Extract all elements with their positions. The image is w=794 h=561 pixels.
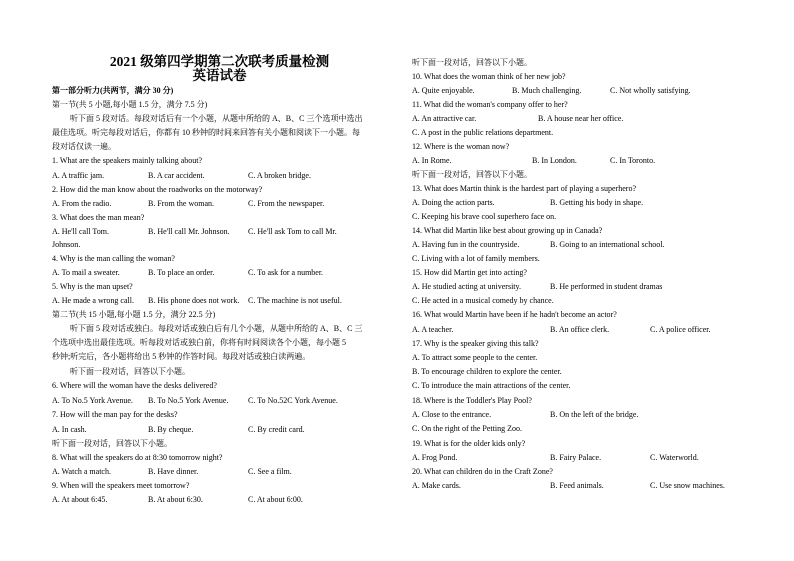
- option-a: A. In Rome.: [412, 156, 452, 165]
- option-b: B. Going to an international school.: [550, 240, 665, 249]
- option-c: C. Waterworld.: [650, 453, 699, 462]
- option-a: A. Watch a match.: [52, 467, 111, 476]
- option-a: A. Doing the action parts.: [412, 198, 495, 207]
- section1-instructions: 最佳选项。听完每段对话后，你都有 10 秒钟的时间来回答有关小题和阅读下一小题。每: [52, 128, 360, 137]
- option-b: B. An office clerk.: [550, 325, 610, 334]
- option-b: B. A house near her office.: [538, 114, 624, 123]
- listen-instruction: 听下面一段对话，回答以下小题。: [70, 367, 190, 376]
- option-c: C. In Toronto.: [610, 156, 656, 165]
- option-c: C. To introduce the main attractions of the center.: [412, 381, 571, 390]
- question-15: 15. How did Martin get into acting?: [412, 268, 527, 277]
- option-a: A. A traffic jam.: [52, 171, 105, 180]
- option-a: A. He made a wrong call.: [52, 296, 134, 305]
- question-16: 16. What would Martin have been if he hadn't become an actor?: [412, 310, 617, 319]
- exam-title: 2021 级第四学期第二次联考质量检测: [109, 54, 330, 69]
- option-a: A. In cash.: [52, 425, 87, 434]
- option-b: B. To encourage children to explore the center.: [412, 367, 562, 376]
- option-c: C. To ask for a number.: [248, 268, 324, 277]
- option-c: C. See a film.: [248, 467, 292, 476]
- option-b: B. Getting his body in shape.: [550, 198, 644, 207]
- section2-instructions: 秒钟;听完后，各小题将给出 5 秒钟的作答时间。每段对话或独白读两遍。: [52, 352, 311, 361]
- option-b: B. He'll call Mr. Johnson.: [148, 227, 230, 236]
- exam-subtitle: 英语试卷: [192, 68, 247, 83]
- option-b: B. He performed in student dramas: [550, 282, 663, 291]
- question-20: 20. What can children do in the Craft Zone?: [412, 467, 553, 476]
- option-a: A. Quite enjoyable.: [412, 86, 475, 95]
- option-c: C. A police officer.: [650, 325, 711, 334]
- option-b: B. Much challenging.: [512, 86, 582, 95]
- option-b: B. On the left of the bridge.: [550, 410, 639, 419]
- option-a: A. To No.5 York Avenue.: [52, 396, 133, 405]
- part-heading: 第一部分听力(共两节，满分 30 分): [52, 86, 174, 95]
- option-b: B. His phone does not work.: [148, 296, 240, 305]
- option-b: B. To No.5 York Avenue.: [148, 396, 229, 405]
- option-c: C. From the newspaper.: [248, 199, 325, 208]
- option-continued: Johnson.: [52, 240, 81, 249]
- option-c: C. At about 6:00.: [248, 495, 303, 504]
- question-11: 11. What did the woman's company offer to her?: [412, 100, 568, 109]
- question-14: 14. What did Martin like best about growing up in Canada?: [412, 226, 603, 235]
- option-c: C. A post in the public relations department.: [412, 128, 554, 137]
- section1-instructions: 听下面 5 段对话。每段对话后有一个小题，从题中所给的 A、B、C 三个选项中选出: [70, 114, 363, 123]
- question-10: 10. What does the woman think of her new job?: [412, 72, 566, 81]
- option-b: B. A car accident.: [148, 171, 205, 180]
- option-b: B. By cheque.: [148, 425, 194, 434]
- option-c: C. A broken bridge.: [248, 171, 311, 180]
- option-a: A. Close to the entrance.: [412, 410, 492, 419]
- question-3: 3. What does the man mean?: [52, 213, 145, 222]
- question-6: 6. Where will the woman have the desks delivered?: [52, 381, 217, 390]
- option-c: C. The machine is not useful.: [248, 296, 342, 305]
- option-b: B. Have dinner.: [148, 467, 199, 476]
- option-b: B. At about 6:30.: [148, 495, 203, 504]
- option-b: B. From the woman.: [148, 199, 214, 208]
- option-c: C. Keeping his brave cool superhero face on.: [412, 212, 557, 221]
- option-a: A. To mail a sweater.: [52, 268, 120, 277]
- listen-instruction: 听下面一段对话，回答以下小题。: [52, 439, 172, 448]
- option-c: C. Use snow machines.: [650, 481, 725, 490]
- option-a: A. A teacher.: [412, 325, 454, 334]
- option-a: A. To attract some people to the center.: [412, 353, 538, 362]
- listen-instruction: 听下面一段对话，回答以下小题。: [412, 170, 532, 179]
- question-9: 9. When will the speakers meet tomorrow?: [52, 481, 190, 490]
- question-2: 2. How did the man know about the roadworks on the motorway?: [52, 185, 263, 194]
- question-18: 18. Where is the Toddler's Play Pool?: [412, 396, 532, 405]
- question-12: 12. Where is the woman now?: [412, 142, 510, 151]
- option-b: B. To place an order.: [148, 268, 215, 277]
- option-c: C. Not wholly satisfying.: [610, 86, 691, 95]
- option-a: A. At about 6:45.: [52, 495, 108, 504]
- question-5: 5. Why is the man upset?: [52, 282, 133, 291]
- question-4: 4. Why is the man calling the woman?: [52, 254, 175, 263]
- question-13: 13. What does Martin think is the hardest part of playing a superhero?: [412, 184, 637, 193]
- option-a: A. From the radio.: [52, 199, 112, 208]
- option-b: B. In London.: [532, 156, 577, 165]
- question-7: 7. How will the man pay for the desks?: [52, 410, 178, 419]
- option-b: B. Fairy Palace.: [550, 453, 602, 462]
- option-a: A. An attractive car.: [412, 114, 477, 123]
- question-8: 8. What will the speakers do at 8:30 tomorrow night?: [52, 453, 223, 462]
- option-a: A. He'll call Tom.: [52, 227, 109, 236]
- question-17: 17. Why is the speaker giving this talk?: [412, 339, 539, 348]
- listen-instruction: 听下面一段对话，回答以下小题。: [412, 58, 532, 67]
- option-c: C. He'll ask Tom to call Mr.: [248, 227, 337, 236]
- question-1: 1. What are the speakers mainly talking about?: [52, 156, 203, 165]
- option-a: A. He studied acting at university.: [412, 282, 522, 291]
- option-c: C. By credit card.: [248, 425, 305, 434]
- section1-heading: 第一节(共 5 小题,每小题 1.5 分，满分 7.5 分): [52, 100, 208, 109]
- option-c: C. To No.52C York Avenue.: [248, 396, 338, 405]
- section2-instructions: 听下面 5 段对话或独白。每段对话或独白后有几个小题，从题中所给的 A、B、C 三: [70, 324, 363, 333]
- option-c: C. He acted in a musical comedy by chance.: [412, 296, 554, 305]
- section2-instructions: 个选项中选出最佳选项。听每段对话或独白前，你将有时间阅读各个小题，每小题 5: [52, 338, 346, 347]
- option-b: B. Feed animals.: [550, 481, 604, 490]
- question-19: 19. What is for the older kids only?: [412, 439, 526, 448]
- section2-heading: 第二节(共 15 小题,每小题 1.5 分，满分 22.5 分): [52, 310, 216, 319]
- option-c: C. On the right of the Petting Zoo.: [412, 424, 522, 433]
- option-a: A. Make cards.: [412, 481, 461, 490]
- option-a: A. Having fun in the countryside.: [412, 240, 520, 249]
- section1-instructions: 段对话仅读一遍。: [52, 142, 116, 151]
- option-c: C. Living with a lot of family members.: [412, 254, 540, 263]
- option-a: A. Frog Pond.: [412, 453, 458, 462]
